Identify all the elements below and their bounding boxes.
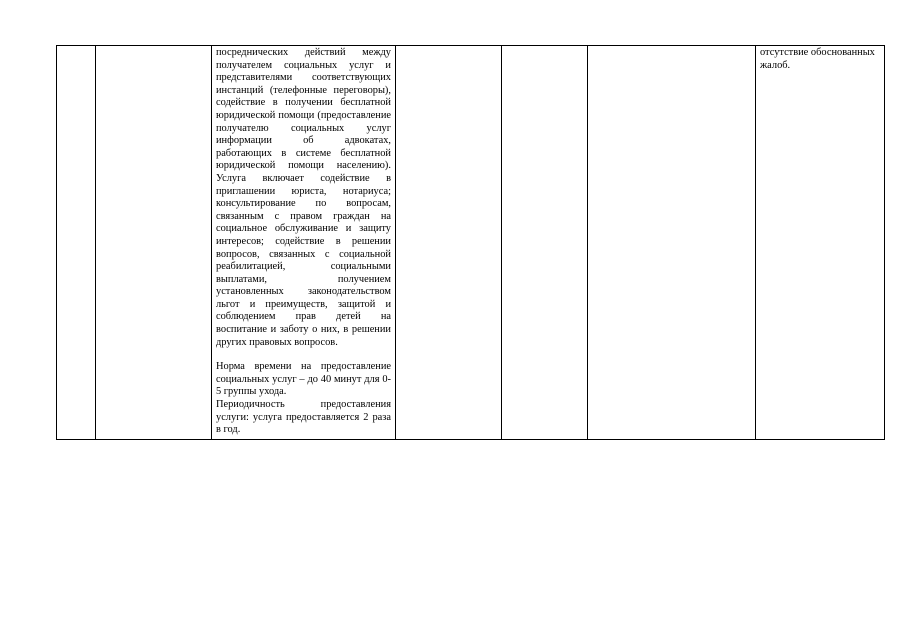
cell-service-description xyxy=(212,46,396,440)
periodicity-text: Периодичность предоставления услуги: услуга предоставляется 2 раза в год. xyxy=(216,399,391,436)
cell-col-4 xyxy=(396,46,502,440)
description-paragraph: посреднических действий между получателем социальных услуг и представителями соответствующих инстанций (телефонные переговоры), содействие в получении бесплатной юридической помощи (предоставление получателю социальных услуг информации об адвокатах, работающих в системе бесплатной юридической помощи населению). Услуга включает содействие в приглашении юриста, нотариуса; консультирование по вопросам, связанным с правом граждан на социальное обслуживание и защиту интересов; содействие в решении вопросов, связанных с социальной реабилитацией, социальными выплатами, получением установленных законодательством льгот и преимуществ, защитой и соблюдением прав детей на воспитание и заботу о них, в решении других правовых вопросов. xyxy=(216,47,391,348)
cell-col-6 xyxy=(588,46,756,440)
cell-service-name xyxy=(96,46,212,440)
cell-number xyxy=(57,46,96,440)
time-norm-text: Норма времени на предоставление социальных услуг – до 40 минут для 0-5 группы ухода. xyxy=(216,361,391,398)
cell-col-5 xyxy=(502,46,588,440)
table-row xyxy=(57,46,885,440)
cell-result xyxy=(756,46,885,440)
services-table xyxy=(56,45,885,440)
result-text: отсутствие обоснованных жалоб. xyxy=(760,47,875,71)
